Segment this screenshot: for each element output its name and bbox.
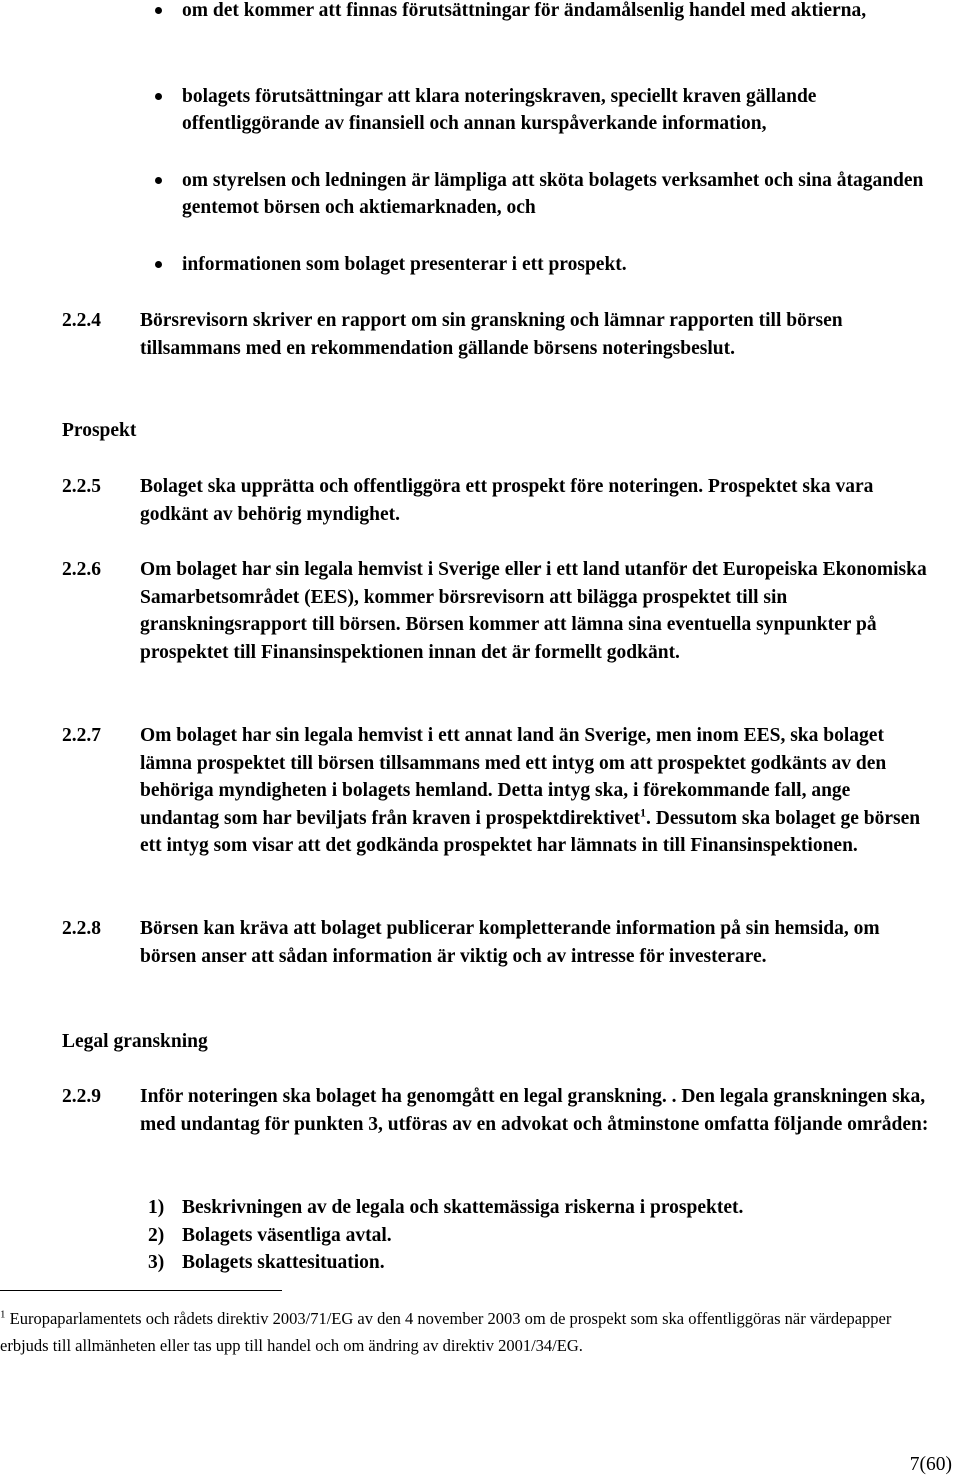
enumerated-text: Bolagets skattesituation. <box>182 1252 385 1273</box>
section-number: 2.2.7 <box>62 725 101 746</box>
section-number: 2.2.9 <box>62 1086 101 1107</box>
section-text: Bolaget ska upprätta och offentliggöra ett prospekt före noteringen. Prospektet ska vara godkänt av behörig myndighet. <box>140 476 874 525</box>
enumerated-item <box>148 1194 743 1221</box>
enumerated-text: Beskrivningen av de legala och skattemässiga riskerna i prospektet. <box>182 1197 744 1218</box>
enumerated-text: Bolagets väsentliga avtal. <box>182 1225 392 1246</box>
list-item-text: om det kommer att finnas förutsättningar för ändamålsenlig handel med aktierna, <box>182 0 867 21</box>
heading-legal-granskning: Legal granskning <box>62 1031 208 1052</box>
page-number: 7(60) <box>909 1454 952 1475</box>
bullet-icon <box>155 177 162 184</box>
list-item-text: om styrelsen och ledningen är lämpliga att sköta bolagets verksamhet och sina åtaganden gentemot börsen och aktiemarknaden, och <box>182 170 924 218</box>
enumerated-number: 1) <box>148 1197 165 1218</box>
bullet-icon <box>155 261 162 268</box>
footnote-mark: 1 <box>0 1308 6 1321</box>
list-item-text: informationen som bolaget presenterar i ett prospekt. <box>182 254 627 275</box>
section-text-part: Om bolaget har sin legala hemvist i ett annat land än Sverige, men inom EES, ska bolaget lämna prospektet till börsen tillsammans med ett intyg om att prospektet godkänts av den behöriga myndigheten i bolagets hemland. Detta intyg ska, i förekommande fall, ange undantag som har beviljats från kraven i prospektdirektivet <box>140 725 887 829</box>
section-text: Börsen kan kräva att bolaget publicerar kompletterande information på sin hemsida, om börsen anser att sådan information är viktig och av intresse för investerare. <box>140 918 880 967</box>
list-item-text: bolagets förutsättningar att klara noteringskraven, speciellt kraven gällande offentliggörande av finansiell och annan kurspåverkande information, <box>182 86 817 134</box>
section-number: 2.2.6 <box>62 559 101 580</box>
heading-prospekt: Prospekt <box>62 420 137 441</box>
footnote-reference[interactable]: 1 <box>640 805 647 819</box>
enumerated-number: 3) <box>148 1252 165 1273</box>
bullet-icon <box>155 7 162 14</box>
enumerated-item <box>148 1249 385 1276</box>
section-text: Om bolaget har sin legala hemvist i Sverige eller i ett land utanför det Europeiska Ekonomiska Samarbetsområdet (EES), kommer börsrevisorn att bilägga prospektet till sin granskningsrapport till börsen. Börsen kommer att lämna sina eventuella synpunkter på prospektet till Finansinspektionen innan det är formellt godkänt. <box>140 559 927 663</box>
section-text: Inför noteringen ska bolaget ha genomgått en legal granskning. . Den legala granskningen ska, med undantag för punkten 3, utföras av en advokat och åtminstone omfatta följande områden: <box>140 1086 929 1135</box>
section-number: 2.2.8 <box>62 918 101 939</box>
section-number: 2.2.4 <box>62 310 101 331</box>
section-text: Börsrevisorn skriver en rapport om sin granskning och lämnar rapporten till börsen tillsammans med en rekommendation gällande börsens noteringsbeslut. <box>140 310 843 359</box>
enumerated-number: 2) <box>148 1225 165 1246</box>
section-text <box>140 722 930 860</box>
section-number: 2.2.5 <box>62 476 101 497</box>
section-text-part: . Dessutom ska bolaget ge börsen ett intyg som visar att det godkända prospektet har lämnats in till Finansinspektionen. <box>140 807 921 856</box>
footnote-text: Europaparlamentets och rådets direktiv 2003/71/EG av den 4 november 2003 om de prospekt som ska offentliggöras när värdepapper erbjuds till allmänheten eller tas upp till handel och om ändring av direktiv 2001/34/EG. <box>0 1309 892 1355</box>
footnote-separator <box>0 1290 282 1291</box>
bullet-icon <box>155 93 162 100</box>
footnote <box>0 1305 940 1359</box>
enumerated-item <box>148 1222 392 1249</box>
